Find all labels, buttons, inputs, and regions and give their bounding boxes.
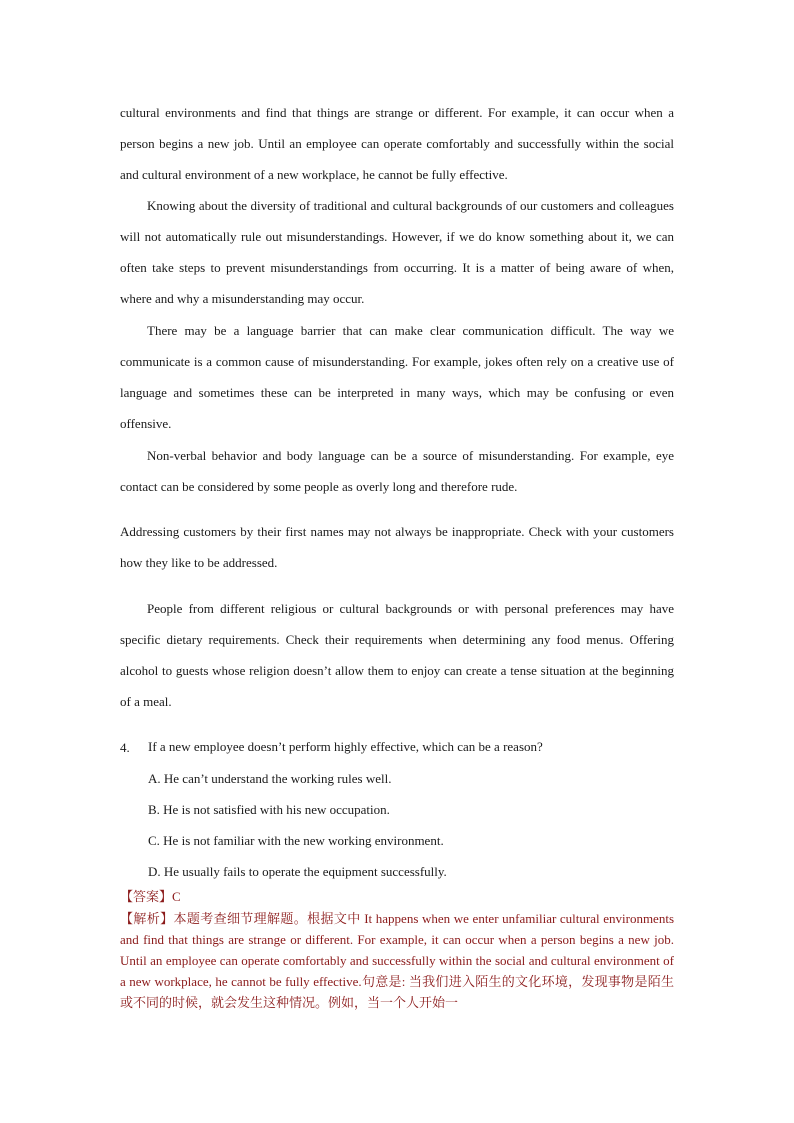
- passage-paragraph-5: Addressing customers by their first names may not always be inappropriate. Check with your customers how they like to be addressed.: [120, 524, 674, 570]
- option-c: C. He is not familiar with the new working environment.: [148, 833, 444, 848]
- passage-paragraph-6: People from different religious or cultural backgrounds or with personal preferences may have specific dietary requirements. Check their requirements when determining any food menus. Offering alcohol to guests whose religion doesn’t allow them to enjoy can create a tense situation at the beginning of a meal.: [120, 601, 674, 709]
- question-number: 4.: [120, 740, 130, 755]
- answer-label: 【答案】C: [120, 889, 181, 904]
- question-text: If a new employee doesn’t perform highly effective, which can be a reason?: [148, 739, 543, 754]
- option-b: B. He is not satisfied with his new occupation.: [148, 802, 390, 817]
- option-d: D. He usually fails to operate the equipment successfully.: [148, 864, 447, 879]
- passage-paragraph-4: Non-verbal behavior and body language can be a source of misunderstanding. For example, eye contact can be considered by some people as overly long and therefore rude.: [120, 448, 674, 494]
- answer-analysis: 【解析】本题考查细节理解题。根据文中 It happens when we enter unfamiliar cultural environments and find that things are strange or different. For example, it can occur when a person begins a new job. Until an employee can operate comfortably and successfully within the social and cultural environment of a new workplace, he cannot be fully effective.句意是: 当我们进入陌生的文化环境，发现事物是陌生或不同的时候，就会发生这种情况。例如，当一个人开始一: [120, 911, 674, 1010]
- passage-paragraph-2: Knowing about the diversity of traditional and cultural backgrounds of our customers and colleagues will not automatically rule out misunderstandings. However, if we do know something about it, we can often take steps to prevent misunderstandings from occurring. It is a matter of being aware of when, where and why a misunderstanding may occur.: [120, 198, 674, 306]
- passage-paragraph-1: cultural environments and find that things are strange or different. For example, it can occur when a person begins a new job. Until an employee can operate comfortably and successfully within the social and cultural environment of a new workplace, he cannot be fully effective.: [120, 105, 674, 182]
- passage-paragraph-3: There may be a language barrier that can make clear communication difficult. The way we communicate is a common cause of misunderstanding. For example, jokes often rely on a creative use of language and sometimes these can be interpreted in many ways, which may be confusing or even offensive.: [120, 323, 674, 431]
- option-a: A. He can’t understand the working rules well.: [148, 771, 392, 786]
